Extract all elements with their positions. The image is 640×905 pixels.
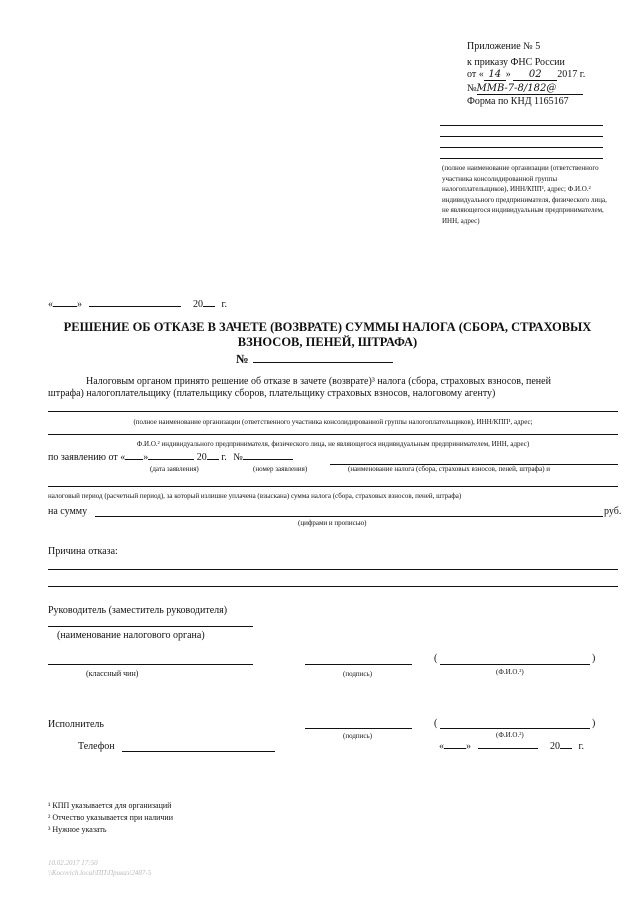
taxpayer-line-2: [48, 434, 618, 435]
head-label: Руководитель (заместитель руководителя): [48, 605, 228, 616]
period-note: налоговый период (расчетный период), за который излишне уплачена (взыскана) сумма налога (сбора, страховых взносов, пеней, штрафа): [48, 492, 462, 500]
intro-line-1: Налоговым органом принято решение об отказе в зачете (возврате)³ налога (сбора, страховых взносов, пеней: [86, 376, 551, 387]
org-line: [48, 626, 253, 627]
phone-label: Телефон: [78, 741, 115, 752]
intro-text: [48, 376, 613, 400]
sum-line: [95, 516, 603, 517]
head-sign-caption: (подпись): [343, 670, 373, 678]
footnote-1: ¹ КПП указывается для организаций: [48, 801, 172, 810]
executor-fio-close: ): [592, 718, 596, 729]
caption-number: (номер заявления): [253, 465, 308, 473]
stamp-line-2: \\Kocovich.local\ПП\Приказ\2487-5: [48, 869, 152, 877]
caption-date: (дата заявления): [150, 465, 199, 473]
reason-line-1: [48, 569, 618, 570]
sum-caption: (цифрами и прописью): [298, 519, 367, 527]
print-stamp: [48, 858, 151, 878]
form-code: Форма по КНД 1165167: [467, 96, 569, 107]
org-caption: (наименование налогового органа): [57, 630, 205, 641]
sum-unit: руб.: [604, 506, 622, 517]
decision-date: « » 20 г.: [48, 299, 227, 310]
caption-tax: (наименование налога (сбора, страховых взносов, пеней, штрафа) и: [348, 465, 551, 473]
executor-label: Исполнитель: [48, 719, 104, 730]
head-fio-close: ): [592, 653, 596, 664]
application-line: по заявлению от « » 20 г. №: [48, 452, 293, 463]
rank-caption: (классный чин): [86, 669, 139, 678]
rank-line: [48, 664, 253, 665]
sum-label: на сумму: [48, 506, 88, 517]
footnotes: [48, 800, 173, 836]
addressee-line-3: [440, 147, 603, 148]
executor-fio-open: (: [434, 718, 438, 729]
phone-line: [122, 751, 275, 752]
appendix-label: Приложение № 5: [467, 41, 541, 52]
executor-sign-line: [305, 728, 412, 729]
head-fio-open: (: [434, 653, 438, 664]
addressee-note: (полное наименование организации (ответственного участника консолидированной группы налогоплательщиков), ИНН/КПП¹, адрес; Ф.И.О.² индивидуального предпринимателя, физического лица, не являющегося индивидуальным предпринимателем, ИНН, адрес): [442, 164, 607, 225]
order-date: от « 14 » 02 2017 г.: [467, 69, 586, 80]
addressee-line-1: [440, 125, 603, 126]
taxpayer-note-person: Ф.И.О.² индивидуального предпринимателя, физического лица, не являющегося индивидуальным предпринимателем, ИНН, адрес): [136, 440, 530, 448]
stamp-line-1: 10.02.2017 17:50: [48, 859, 98, 867]
footnote-3: ³ Нужное указать: [48, 825, 107, 834]
executor-date: « » 20 г.: [439, 741, 584, 752]
taxpayer-note-org: (полное наименование организации (ответственного участника консолидированной группы налогоплательщиков), ИНН/КПП¹, адрес;: [133, 418, 533, 426]
order-number: №ММВ-7-8/182@: [467, 83, 583, 95]
intro-line-2: штрафа) налогоплательщику (плательщику сборов, плательщику страховых взносов, налоговому агенту): [48, 388, 496, 399]
period-line: [48, 486, 618, 487]
addressee-line-2: [440, 136, 603, 137]
head-fio-caption: (Ф.И.О.²): [496, 668, 524, 676]
head-fio-line: [440, 664, 590, 665]
decision-number: №: [236, 352, 393, 367]
reason-line-2: [48, 586, 618, 587]
executor-fio-caption: (Ф.И.О.²): [496, 731, 524, 739]
order-label: к приказу ФНС России: [467, 57, 565, 68]
footnote-2: ² Отчество указывается при наличии: [48, 813, 173, 822]
executor-sign-caption: (подпись): [343, 732, 373, 740]
head-sign-line: [305, 664, 412, 665]
executor-fio-line: [440, 728, 590, 729]
page-title: [40, 320, 615, 350]
reason-label: Причина отказа:: [48, 546, 118, 557]
addressee-line-4: [440, 158, 603, 159]
taxpayer-line-1: [48, 411, 618, 412]
title-line-2: ВЗНОСОВ, ПЕНЕЙ, ШТРАФА): [237, 335, 418, 349]
title-line-1: РЕШЕНИЕ ОБ ОТКАЗЕ В ЗАЧЕТЕ (ВОЗВРАТЕ) СУММЫ НАЛОГА (СБОРА, СТРАХОВЫХ: [63, 320, 592, 334]
